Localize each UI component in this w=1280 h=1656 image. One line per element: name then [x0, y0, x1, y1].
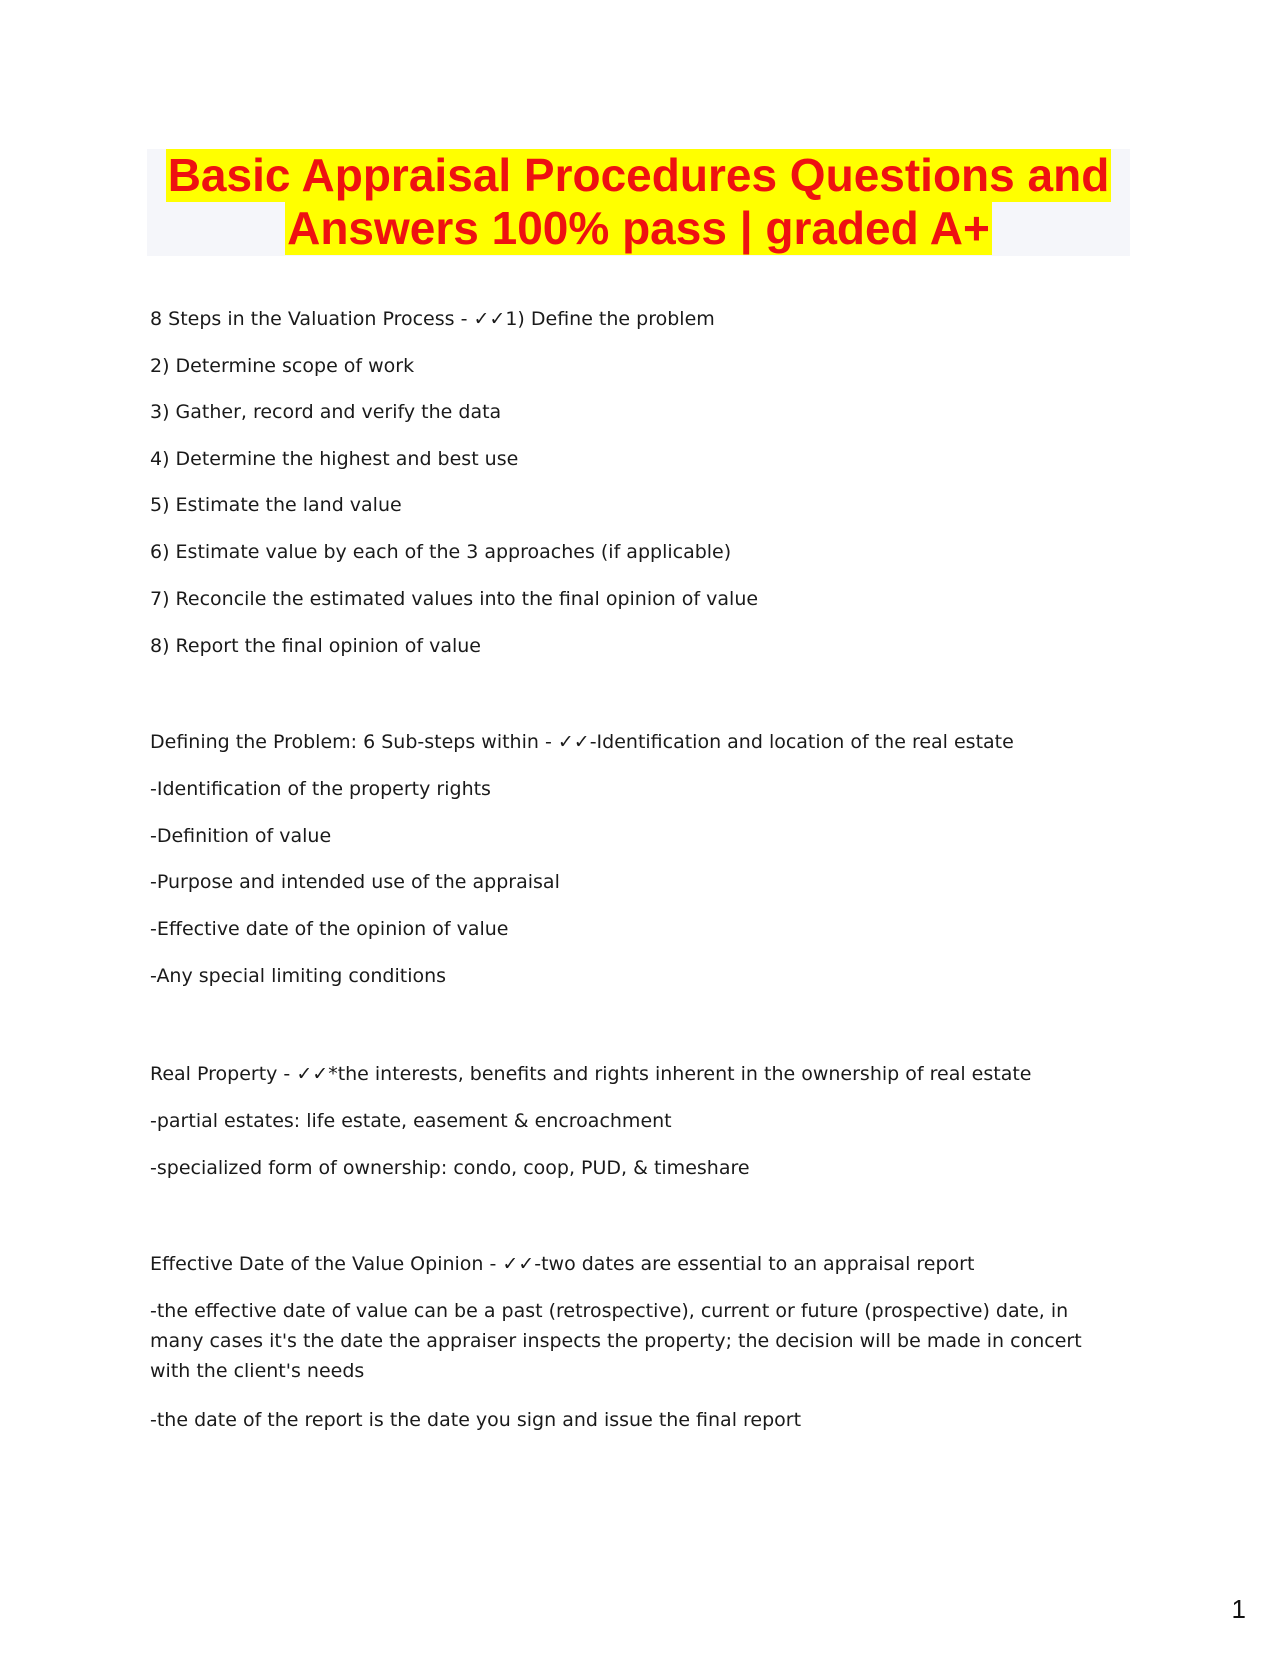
- question-term: 8 Steps in the Valuation Process -: [150, 308, 474, 330]
- check-icon: ✓✓: [557, 731, 590, 753]
- question-term: Effective Date of the Value Opinion -: [150, 1253, 503, 1275]
- answer-line: -specialized form of ownership: condo, coop, PUD, & timeshare: [150, 1157, 750, 1179]
- answer-line: 3) Gather, record and verify the data: [150, 401, 502, 423]
- answer-line: -the date of the report is the date you sign and issue the final report: [150, 1409, 802, 1431]
- answer-line: 2) Determine scope of work: [150, 355, 415, 377]
- answer-line: -Definition of value: [150, 825, 332, 847]
- answer-line: 4) Determine the highest and best use: [150, 448, 519, 470]
- answer-line: -Effective date of the opinion of value: [150, 918, 509, 940]
- answer-first-line: -Identification and location of the real estate: [589, 731, 1014, 753]
- answer-line: -partial estates: life estate, easement & encroachment: [150, 1110, 672, 1132]
- answer-line: -Identification of the property rights: [150, 778, 491, 800]
- question-term: Real Property -: [150, 1063, 297, 1085]
- check-icon: ✓✓: [296, 1063, 329, 1085]
- document-title-line-2: Answers 100% pass | graded A+: [287, 202, 990, 254]
- answer-line: 6) Estimate value by each of the 3 approaches (if applicable): [150, 541, 732, 563]
- answer-line: -Purpose and intended use of the appraisal: [150, 871, 560, 893]
- answer-line: 7) Reconcile the estimated values into the final opinion of value: [150, 588, 759, 610]
- question-valuation-steps: [150, 304, 1110, 334]
- answer-line: 5) Estimate the land value: [150, 494, 402, 516]
- answer-first-line: -two dates are essential to an appraisal report: [534, 1253, 975, 1275]
- check-icon: ✓✓: [473, 308, 506, 330]
- answer-first-line: 1) Define the problem: [505, 308, 715, 330]
- title-banner: [147, 149, 1130, 256]
- document-title-line-1: Basic Appraisal Procedures Questions and: [167, 149, 1110, 201]
- answer-first-line: *the interests, benefits and rights inherent in the ownership of real estate: [328, 1063, 1032, 1085]
- answer-paragraph: -the effective date of value can be a past (retrospective), current or future (prospective) date, in many cases it's the date the appraiser inspects the property; the decision will be made in concert with the client's needs: [150, 1300, 1082, 1382]
- answer-line: 8) Report the final opinion of value: [150, 635, 481, 657]
- question-term: Defining the Problem: 6 Sub-steps within -: [150, 731, 558, 753]
- answer-line: -Any special limiting conditions: [150, 965, 447, 987]
- question-defining-problem: [150, 727, 1110, 757]
- question-real-property: [150, 1059, 1110, 1089]
- page-number: 1: [1231, 1594, 1246, 1624]
- question-effective-date: [150, 1249, 1110, 1279]
- check-icon: ✓✓: [502, 1253, 535, 1275]
